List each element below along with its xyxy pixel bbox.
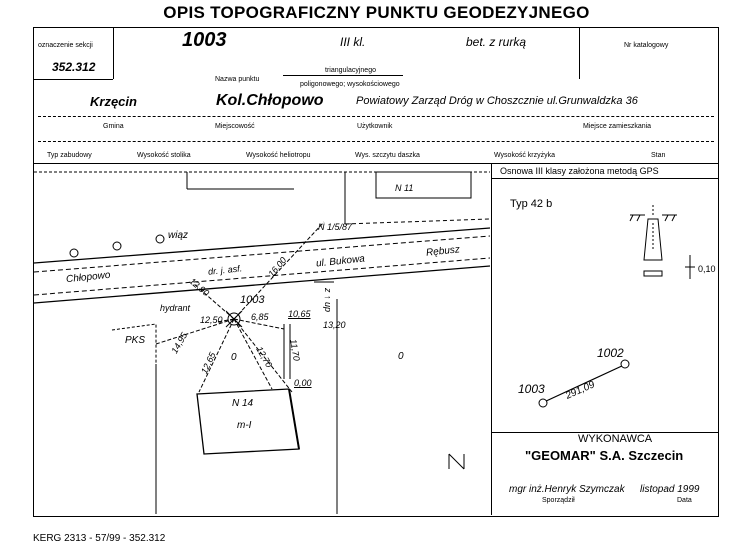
mark-type: bet. z rurką (466, 35, 527, 49)
building-id: N 14 (232, 398, 254, 409)
dist-685: 6,85 (251, 312, 269, 322)
user-label: Użytkownik (357, 123, 393, 130)
catalog-label: Nr katalogowy (624, 42, 669, 49)
street-label: ul. Bukowa (315, 253, 366, 270)
tree-label: wiąz (168, 230, 189, 241)
dist-000: 0,00 (294, 378, 312, 388)
village-name: Chłopowo (65, 269, 111, 286)
section-label: oznaczenie sekcji (38, 42, 93, 49)
dist-1065: 10,65 (288, 309, 311, 319)
street-label-2: Rębusz (425, 244, 461, 259)
network-polygon: poligonowego; wysokościowego (300, 81, 400, 88)
dist-1600: 16,00 (266, 255, 289, 279)
building-type: m-I (237, 420, 252, 431)
hydrant-label: hydrant (160, 303, 191, 313)
pks-label: PKS (125, 335, 146, 346)
zero-left: 0 (231, 352, 237, 363)
section-value: 352.312 (52, 60, 96, 74)
contractor-author: mgr inż.Henryk Szymczak (509, 484, 625, 495)
contractor-company: "GEOMAR" S.A. Szczecin (525, 448, 684, 463)
dist-1250: 12,50 (200, 315, 223, 325)
table-height-label: Wysokość stolika (137, 152, 191, 159)
header-divider-2 (579, 27, 580, 79)
author-label: Sporządził (542, 497, 575, 504)
cross-height-label: Wysokość krzyżyka (494, 152, 556, 159)
network-label: Osnowa III klasy założona metodą GPS (500, 166, 659, 176)
footer-reference: KERG 2313 - 57/99 - 352.312 (33, 533, 166, 544)
triangulation-underline (283, 75, 403, 76)
ref-point: N 1/5/87 (318, 222, 353, 232)
network-depth: 0,10 (698, 264, 716, 274)
name-label: Nazwa punktu (215, 76, 260, 83)
header-divider-1 (113, 27, 114, 79)
board-height-label: Wys. szczytu daszka (355, 152, 420, 159)
zero-right: 0 (398, 351, 404, 362)
z-up-label: z ↑ up (323, 287, 334, 313)
contractor-date: listopad 1999 (640, 484, 700, 495)
user-value: Powiatowy Zarząd Dróg w Choszcznie ul.Grunwaldzka 36 (356, 95, 638, 107)
road-label: dr. j. asf. (207, 263, 243, 277)
gmina-value: Krzęcin (90, 94, 137, 109)
point-number: 1003 (182, 29, 227, 51)
panel-divider-vertical (491, 163, 492, 515)
contractor-heading: WYKONAWCA (578, 433, 653, 445)
heliotrope-height-label: Wysokość heliotropu (246, 152, 311, 159)
dist-1495: 14,95 (169, 330, 190, 356)
network-distance: 291,09 (564, 379, 597, 402)
state-label: Stan (651, 152, 666, 159)
location-dotted-line (38, 116, 714, 117)
dist-1320: 13,20 (323, 320, 346, 330)
locality-label: Miejscowość (215, 123, 255, 130)
parcel-n11: N 11 (395, 183, 414, 193)
date-label: Data (677, 497, 692, 504)
network-mark-type: Typ 42 b (510, 198, 553, 210)
dist-1270: 12,70 (254, 344, 275, 370)
class-value: III kl. (340, 35, 366, 49)
network-point-b: 1002 (597, 346, 624, 360)
page-title: OPIS TOPOGRAFICZNY PUNKTU GEODEZYJNEGO (163, 3, 590, 22)
mark-cross-section (600, 205, 710, 295)
point-label: 1003 (240, 294, 265, 306)
network-point-a: 1003 (518, 382, 545, 396)
attributes-dotted-line (38, 141, 714, 142)
network-triangulation: triangulacyjnego (325, 67, 376, 74)
building-type-label: Typ zabudowy (47, 152, 92, 159)
panel-label-line (491, 178, 718, 179)
locality-value: Kol.Chłopowo (216, 92, 324, 109)
gmina-label: Gmina (103, 123, 124, 130)
dist-1265: 12,65 (198, 350, 218, 376)
dist-1290: 12,90 (187, 275, 212, 299)
header-bottom-line (33, 79, 113, 80)
topographic-sketch (34, 164, 490, 514)
address-label: Miejsce zamieszkania (583, 123, 652, 130)
dist-1170: 11,70 (288, 338, 302, 362)
